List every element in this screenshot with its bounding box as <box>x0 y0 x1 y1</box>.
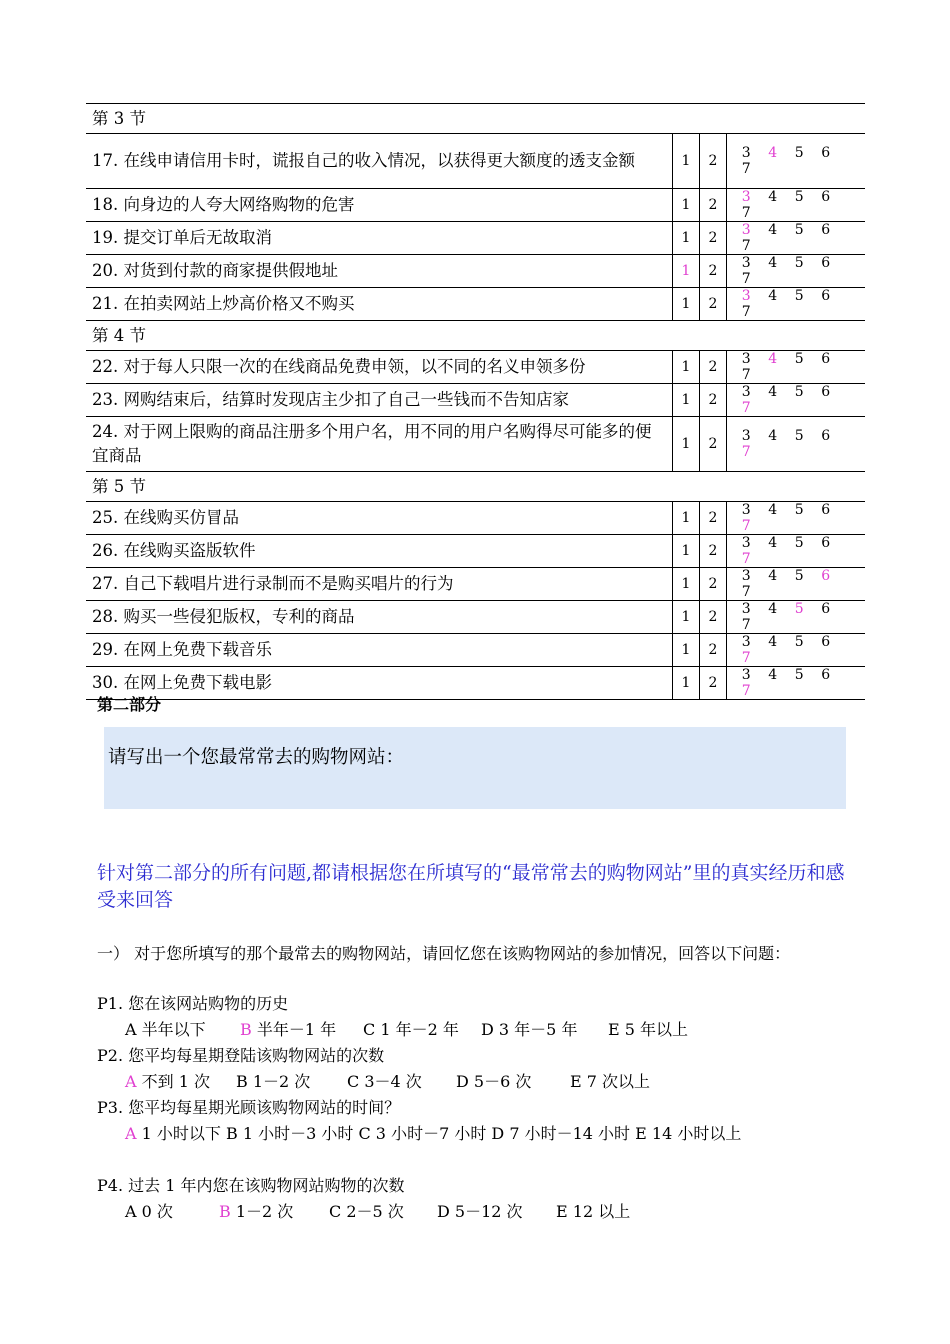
option-letter: C <box>347 1072 360 1091</box>
question-row <box>86 384 865 417</box>
option-p4-a[interactable] <box>125 1199 173 1225</box>
scale-option-2[interactable]: 2 <box>700 601 727 634</box>
scale-option-6[interactable]: 6 <box>821 288 831 304</box>
scale-option-1[interactable]: 1 <box>673 667 700 700</box>
option-p1-b[interactable] <box>240 1017 336 1043</box>
section1-intro: 一） 对于您所填写的那个最常去的购物网站，请回忆您在该购物网站的参加情况，回答以下问题： <box>97 944 791 963</box>
question-p1: P1. 您在该网站购物的历史 <box>97 994 289 1013</box>
scale-option-5[interactable]: 5 <box>794 222 804 238</box>
scale-option-2[interactable]: 2 <box>700 189 727 222</box>
question-number: 28. <box>92 607 119 626</box>
scale-option-3[interactable]: 3 <box>741 568 751 584</box>
option-p2-a[interactable] <box>125 1069 210 1095</box>
scale-option-1[interactable]: 1 <box>673 351 700 384</box>
option-label: 不到 1 次 <box>136 1072 211 1091</box>
scale-option-1[interactable]: 1 <box>673 502 700 535</box>
scale-option-6[interactable]: 6 <box>821 189 831 205</box>
question-text <box>86 288 673 321</box>
question-row <box>86 189 865 222</box>
option-label: 7 次以上 <box>581 1072 651 1091</box>
scale-option-7[interactable]: 7 <box>741 238 751 254</box>
scale-option-7[interactable]: 7 <box>741 304 751 320</box>
option-letter: A <box>125 1020 137 1039</box>
question-number: 27. <box>92 574 119 593</box>
question-label: 在网上免费下载电影 <box>123 673 272 692</box>
scale-option-1[interactable]: 1 <box>673 568 700 601</box>
question-number: 25. <box>92 508 119 527</box>
option-label: 12 以上 <box>567 1202 631 1221</box>
question-label: 向身边的人夸大网络购物的危害 <box>123 195 355 214</box>
scale-option-6[interactable]: 6 <box>821 601 831 617</box>
section-header-row <box>86 472 865 502</box>
scale-option-6[interactable]: 6 <box>821 384 831 400</box>
question-text <box>86 667 673 700</box>
scale-options-group <box>727 502 866 535</box>
scale-option-5[interactable]: 5 <box>794 255 804 271</box>
scale-option-2[interactable]: 2 <box>700 568 727 601</box>
scale-options-group <box>727 417 866 472</box>
scale-option-4[interactable]: 4 <box>768 288 778 304</box>
question-number: 17. <box>92 151 119 170</box>
scale-option-2[interactable]: 2 <box>700 351 727 384</box>
scale-options-group <box>727 351 866 384</box>
scale-option-4[interactable]: 4 <box>768 428 778 444</box>
section-header-row <box>86 321 865 351</box>
option-p2-d[interactable] <box>456 1069 531 1095</box>
option-p4-b[interactable] <box>219 1199 293 1225</box>
scale-option-6[interactable]: 6 <box>821 535 831 551</box>
option-letter: C <box>329 1202 342 1221</box>
question-label: 对于每人只限一次的在线商品免费申领，以不同的名义申领多份 <box>123 357 586 376</box>
question-row <box>86 222 865 255</box>
question-text <box>86 502 673 535</box>
option-letter: C <box>363 1020 376 1039</box>
question-text <box>86 634 673 667</box>
scale-options-group <box>727 601 866 634</box>
option-letter: A <box>125 1072 137 1091</box>
option-p1-c[interactable] <box>363 1017 459 1043</box>
scale-options-group <box>727 384 866 417</box>
option-label: 3 年－5 年 <box>493 1020 578 1039</box>
option-letter: D <box>456 1072 469 1091</box>
question-row <box>86 417 865 472</box>
question-row <box>86 667 865 700</box>
option-label: 半年以下 <box>136 1020 206 1039</box>
question-number: 23. <box>92 390 119 409</box>
scale-option-3[interactable]: 3 <box>741 601 751 617</box>
question-p3: P3. 您平均每星期光顾该购物网站的时间？ <box>97 1098 401 1117</box>
scale-option-7[interactable]: 7 <box>741 551 751 567</box>
scale-option-4[interactable]: 4 <box>768 384 778 400</box>
scale-option-4[interactable]: 4 <box>768 145 778 161</box>
scale-option-1[interactable]: 1 <box>673 417 700 472</box>
website-prompt: 请写出一个您最常常去的购物网站： <box>108 747 405 768</box>
question-row <box>86 255 865 288</box>
question-text <box>86 384 673 417</box>
scale-option-5[interactable]: 5 <box>794 535 804 551</box>
scale-option-3[interactable]: 3 <box>741 255 751 271</box>
option-letter: A <box>125 1202 137 1221</box>
scale-option-7[interactable]: 7 <box>741 400 751 416</box>
scale-option-1[interactable]: 1 <box>673 134 700 189</box>
question-label: 在线购买盗版软件 <box>123 541 256 560</box>
options-p3 <box>97 1121 849 1147</box>
scale-option-2[interactable]: 2 <box>700 634 727 667</box>
scale-option-5[interactable]: 5 <box>794 384 804 400</box>
question-p2: P2. 您平均每星期登陆该购物网站的次数 <box>97 1046 385 1065</box>
option-p4-e[interactable] <box>556 1199 630 1225</box>
scale-option-7[interactable]: 7 <box>741 617 751 633</box>
website-answer-box[interactable] <box>104 727 846 809</box>
scale-options-group <box>727 634 866 667</box>
question-row <box>86 288 865 321</box>
question-label: 对货到付款的商家提供假地址 <box>123 261 338 280</box>
scale-option-1[interactable]: 1 <box>673 255 700 288</box>
scale-option-5[interactable]: 5 <box>794 288 804 304</box>
scale-option-1[interactable]: 1 <box>673 288 700 321</box>
option-p1-a[interactable] <box>125 1017 206 1043</box>
scale-option-4[interactable]: 4 <box>768 634 778 650</box>
scale-option-4[interactable]: 4 <box>768 535 778 551</box>
scale-option-7[interactable]: 7 <box>741 518 751 534</box>
option-letter: D <box>481 1020 494 1039</box>
option-p4-d[interactable] <box>437 1199 523 1225</box>
scale-option-2[interactable]: 2 <box>700 222 727 255</box>
scale-options-group <box>727 288 866 321</box>
question-row <box>86 634 865 667</box>
scale-option-3[interactable]: 3 <box>741 189 751 205</box>
question-text <box>86 255 673 288</box>
question-row <box>86 568 865 601</box>
scale-option-1[interactable]: 1 <box>673 384 700 417</box>
option-p3-a-letter[interactable]: A <box>125 1124 137 1143</box>
scale-option-1[interactable]: 1 <box>673 535 700 568</box>
scale-option-5[interactable]: 5 <box>794 189 804 205</box>
scale-option-2[interactable]: 2 <box>700 384 727 417</box>
option-label: 1 年－2 年 <box>375 1020 459 1039</box>
scale-option-3[interactable]: 3 <box>741 502 751 518</box>
scale-option-2[interactable]: 2 <box>700 417 727 472</box>
scale-option-6[interactable]: 6 <box>821 502 831 518</box>
scale-options-group <box>727 535 866 568</box>
scale-option-7[interactable]: 7 <box>741 271 751 287</box>
option-letter: B <box>240 1020 252 1039</box>
scale-option-1[interactable]: 1 <box>673 634 700 667</box>
option-letter: D <box>437 1202 450 1221</box>
question-number: 30. <box>92 673 119 692</box>
section-label: 第 4 节 <box>86 321 865 351</box>
scale-options-group <box>727 568 866 601</box>
scale-options-group <box>727 134 866 189</box>
question-text <box>86 568 673 601</box>
scale-option-7[interactable]: 7 <box>741 584 751 600</box>
option-label: 2－5 次 <box>341 1202 404 1221</box>
scale-option-6[interactable]: 6 <box>821 351 831 367</box>
scale-option-5[interactable]: 5 <box>794 634 804 650</box>
option-label: 1－2 次 <box>230 1202 294 1221</box>
rating-table <box>86 103 865 700</box>
scale-option-7[interactable]: 7 <box>741 367 751 383</box>
question-label: 对于网上限购的商品注册多个用户名，用不同的用户名购得尽可能多的便宜商品 <box>92 422 652 465</box>
scale-option-6[interactable]: 6 <box>821 222 831 238</box>
question-number: 21. <box>92 294 119 313</box>
scale-option-1[interactable]: 1 <box>673 601 700 634</box>
question-text <box>86 222 673 255</box>
scale-option-4[interactable]: 4 <box>768 568 778 584</box>
scale-option-3[interactable]: 3 <box>741 384 751 400</box>
option-p2-c[interactable] <box>347 1069 422 1095</box>
scale-option-6[interactable]: 6 <box>821 634 831 650</box>
scale-option-4[interactable]: 4 <box>768 667 778 683</box>
scale-options-group <box>727 667 866 700</box>
question-p4: P4. 过去 1 年内您在该购物网站购物的次数 <box>97 1176 405 1195</box>
scale-options-group <box>727 222 866 255</box>
options-p3-text: 1 小时以下 B 1 小时－3 小时 C 3 小时－7 小时 D 7 小时－14 小时 E 14 小时以上 <box>141 1124 742 1143</box>
question-label: 在拍卖网站上炒高价格又不购买 <box>123 294 355 313</box>
option-p2-b[interactable] <box>236 1069 310 1095</box>
scale-option-2[interactable]: 2 <box>700 535 727 568</box>
scale-option-5[interactable]: 5 <box>794 568 804 584</box>
scale-option-5[interactable]: 5 <box>794 601 804 617</box>
question-text <box>86 351 673 384</box>
question-label: 提交订单后无故取消 <box>123 228 272 247</box>
option-label: 0 次 <box>136 1202 173 1221</box>
question-number: 26. <box>92 541 119 560</box>
scale-option-3[interactable]: 3 <box>741 145 751 161</box>
scale-option-6[interactable]: 6 <box>821 255 831 271</box>
option-p1-e[interactable] <box>608 1017 688 1043</box>
option-label: 5－12 次 <box>449 1202 523 1221</box>
option-p4-c[interactable] <box>329 1199 404 1225</box>
option-letter: B <box>219 1202 231 1221</box>
question-number: 24. <box>92 422 119 441</box>
scale-option-1[interactable]: 1 <box>673 189 700 222</box>
scale-option-3[interactable]: 3 <box>741 667 751 683</box>
question-row <box>86 134 865 189</box>
scale-option-5[interactable]: 5 <box>794 428 804 444</box>
part2-instruction: 针对第二部分的所有问题,都请根据您在所填写的“最常常去的购物网站”里的真实经历和感受来回答 <box>97 862 845 911</box>
scale-option-3[interactable]: 3 <box>741 351 751 367</box>
scale-option-6[interactable]: 6 <box>821 428 831 444</box>
scale-option-5[interactable]: 5 <box>794 502 804 518</box>
question-row <box>86 502 865 535</box>
scale-option-2[interactable]: 2 <box>700 288 727 321</box>
option-letter: E <box>570 1072 582 1091</box>
question-number: 20. <box>92 261 119 280</box>
scale-option-2[interactable]: 2 <box>700 667 727 700</box>
scale-option-2[interactable]: 2 <box>700 134 727 189</box>
scale-option-3[interactable]: 3 <box>741 288 751 304</box>
part2-heading: 第二部分 <box>97 695 162 714</box>
question-text <box>86 601 673 634</box>
section-header-row <box>86 104 865 134</box>
question-row <box>86 601 865 634</box>
option-p1-d[interactable] <box>481 1017 577 1043</box>
option-label: 3－4 次 <box>359 1072 422 1091</box>
scale-option-4[interactable]: 4 <box>768 222 778 238</box>
question-label: 网购结束后，结算时发现店主少扣了自己一些钱而不告知店家 <box>123 390 569 409</box>
scale-option-7[interactable]: 7 <box>741 444 751 460</box>
question-text <box>86 134 673 189</box>
question-text <box>86 189 673 222</box>
option-label: 半年－1 年 <box>251 1020 337 1039</box>
option-label: 1－2 次 <box>247 1072 311 1091</box>
scale-option-4[interactable]: 4 <box>768 351 778 367</box>
question-row <box>86 351 865 384</box>
question-number: 29. <box>92 640 119 659</box>
scale-option-5[interactable]: 5 <box>794 667 804 683</box>
scale-option-5[interactable]: 5 <box>794 145 804 161</box>
scale-option-7[interactable]: 7 <box>741 161 751 177</box>
option-letter: B <box>236 1072 248 1091</box>
scale-option-6[interactable]: 6 <box>821 145 831 161</box>
question-number: 18. <box>92 195 119 214</box>
scale-option-5[interactable]: 5 <box>794 351 804 367</box>
question-label: 在线申请信用卡时，谎报自己的收入情况，以获得更大额度的透支金额 <box>123 151 635 170</box>
option-letter: E <box>608 1020 620 1039</box>
question-label: 自己下载唱片进行录制而不是购买唱片的行为 <box>123 574 454 593</box>
question-text <box>86 417 673 472</box>
question-text <box>86 535 673 568</box>
option-label: 5－6 次 <box>468 1072 532 1091</box>
question-row <box>86 535 865 568</box>
scale-option-7[interactable]: 7 <box>741 205 751 221</box>
scale-option-3[interactable]: 3 <box>741 535 751 551</box>
scale-option-4[interactable]: 4 <box>768 255 778 271</box>
scale-option-7[interactable]: 7 <box>741 683 751 699</box>
option-label: 5 年以上 <box>619 1020 689 1039</box>
option-p2-e[interactable] <box>570 1069 650 1095</box>
section-label: 第 3 节 <box>86 104 865 134</box>
question-label: 在网上免费下载音乐 <box>123 640 272 659</box>
question-number: 19. <box>92 228 119 247</box>
option-letter: E <box>556 1202 568 1221</box>
scale-option-2[interactable]: 2 <box>700 255 727 288</box>
scale-option-3[interactable]: 3 <box>741 428 751 444</box>
scale-option-2[interactable]: 2 <box>700 502 727 535</box>
question-label: 购买一些侵犯版权，专利的商品 <box>123 607 355 626</box>
scale-options-group <box>727 189 866 222</box>
scale-option-4[interactable]: 4 <box>768 502 778 518</box>
scale-option-6[interactable]: 6 <box>821 568 831 584</box>
scale-option-6[interactable]: 6 <box>821 667 831 683</box>
section-label: 第 5 节 <box>86 472 865 502</box>
scale-option-4[interactable]: 4 <box>768 189 778 205</box>
scale-option-7[interactable]: 7 <box>741 650 751 666</box>
question-number: 22. <box>92 357 119 376</box>
scale-option-3[interactable]: 3 <box>741 222 751 238</box>
scale-options-group <box>727 255 866 288</box>
scale-option-1[interactable]: 1 <box>673 222 700 255</box>
question-label: 在线购买仿冒品 <box>123 508 239 527</box>
scale-option-3[interactable]: 3 <box>741 634 751 650</box>
scale-option-4[interactable]: 4 <box>768 601 778 617</box>
